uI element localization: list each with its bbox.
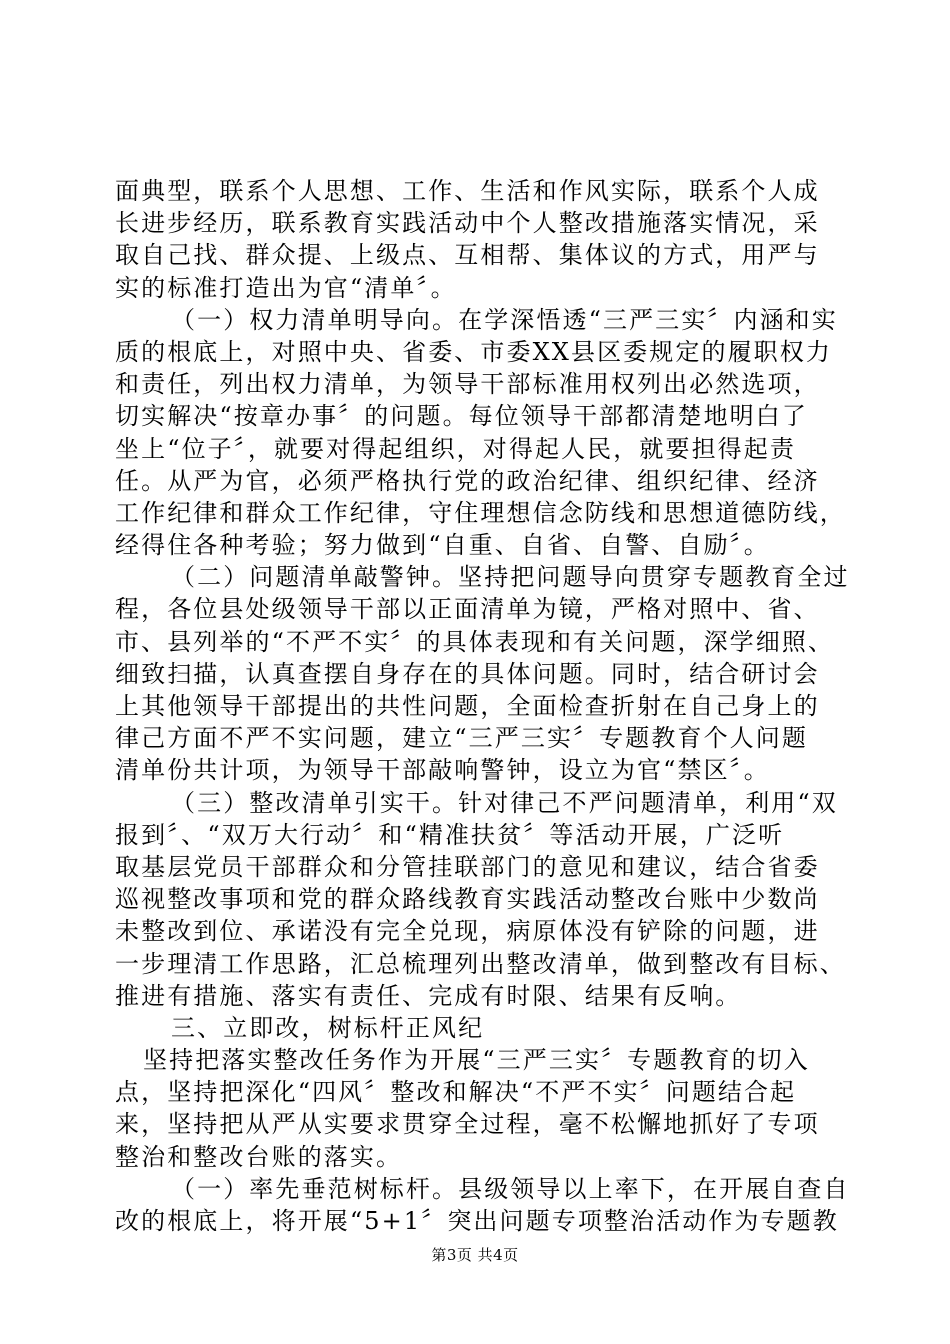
text-line: 一步理清工作思路，汇总梳理列出整改清单，做到整改有目标、 [115,949,846,978]
text-line: 面典型，联系个人思想、工作、生活和作风实际，联系个人成 [115,177,820,205]
paragraph-start-line: （二）问题清单敲警钟。坚持把问题导向贯穿专题教育全过 [171,563,850,592]
text-line: 点，坚持把深化“四风〞整改和解决“不严不实〞问题结合起 [115,1078,797,1107]
text-line: 推进有措施、落实有责任、完成有时限、结果有反响。 [115,981,742,1010]
paragraph-start-line: （一）权力清单明导向。在学深悟透“三严三实〞内涵和实 [171,305,838,334]
text-line: 取自己找、群众提、上级点、互相帮、集体议的方式，用严与 [115,241,820,270]
text-line: 和责任，列出权力清单，为领导干部标准用权列出必然选项， [115,370,820,399]
text-line: 整治和整改台账的落实。 [115,1142,403,1171]
text-line: 切实解决“按章办事〞的问题。每位领导干部都清楚地明白了 [115,402,808,431]
text-line: 细致扫描，认真查摆自身存在的具体问题。同时，结合研讨会 [115,659,820,688]
text-line: 程，各位县处级领导干部以正面清单为镜，严格对照中、省、 [115,595,820,624]
text-line: 坐上“位子〞，就要对得起组织，对得起人民，就要担得起责 [115,434,796,463]
text-line: 经得住各种考验；努力做到“自重、自省、自警、自励〞。 [115,531,770,560]
text-line: 任。从严为官，必须严格执行党的政治纪律、组织纪律、经济 [115,466,820,495]
page-number-footer: 第3页 共4页 [431,1246,519,1264]
text-line: 长进步经历，联系教育实践活动中个人整改措施落实情况，采 [115,209,820,238]
text-line: 市、县列举的“不严不实〞的具体表现和有关问题，深学细照、 [115,627,835,656]
document-body [115,175,850,1237]
text-line: 上其他领导干部提出的共性问题，全面检查折射在自己身上的 [115,692,820,720]
text-line: 改的根底上，将开展“5+1〞突出问题专项整治活动作为专题教 [115,1207,839,1235]
section-heading: 三、立即改，树标杆正风纪 [171,1013,485,1042]
text-line: 报到〞、“双万大行动〞和“精准扶贫〞等活动开展，广泛听 [115,820,785,849]
text-line: 来，坚持把从严从实要求贯穿全过程，毫不松懈地抓好了专项 [115,1110,820,1139]
paragraph-start-line: 坚持把落实整改任务作为开展“三严三实〞专题教育的切入 [143,1046,810,1075]
text-line: 实的标准打造出为官“清单〞。 [115,273,457,302]
paragraph-start-line: （三）整改清单引实干。针对律己不严问题清单，利用“双 [171,788,838,817]
text-line: 质的根底上，对照中央、省委、市委XX县区委规定的履职权力 [115,337,832,366]
text-line: 工作纪律和群众工作纪律，守住理想信念防线和思想道德防线， [115,498,846,527]
paragraph-start-line: （一）率先垂范树标杆。县级领导以上率下，在开展自查自 [171,1174,850,1203]
text-line: 清单份共计项，为领导干部敲响警钟，设立为官“禁区〞。 [115,756,770,785]
text-line: 巡视整改事项和党的群众路线教育实践活动整改台账中少数尚 [115,885,820,914]
text-line: 律己方面不严不实问题，建立“三严三实〞专题教育个人问题 [115,724,808,753]
text-line: 未整改到位、承诺没有完全兑现，病原体没有铲除的问题，进 [115,917,820,946]
text-line: 取基层党员干部群众和分管挂联部门的意见和建议，结合省委 [115,852,820,881]
